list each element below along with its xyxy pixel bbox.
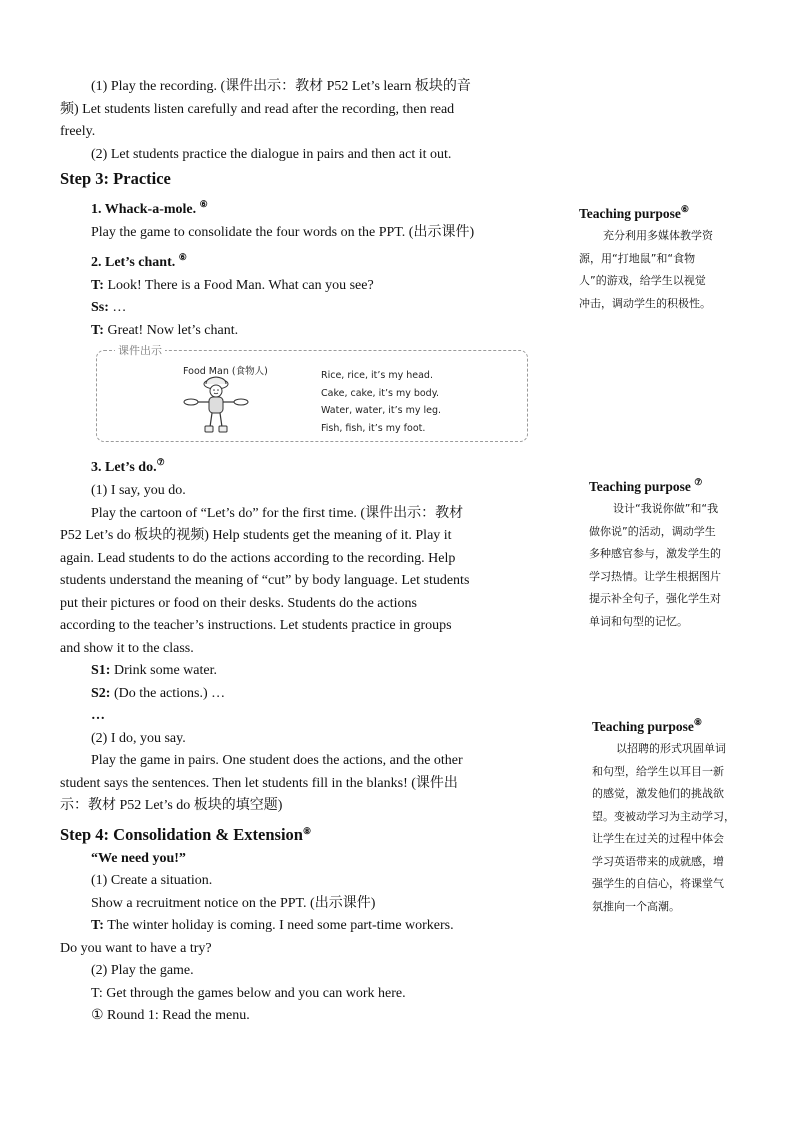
dialogue-line: T: Look! There is a Food Man. What can you see? (91, 277, 374, 293)
i-do-you-say: (2) I do, you say. (91, 730, 186, 746)
pair-game-line: student says the sentences. Then let students fill in the blanks! (课件出 (60, 775, 458, 791)
dialogue-line: Ss: … (91, 300, 127, 315)
speaker: S1: (91, 663, 111, 678)
recording-line-2: 频) Let students listen carefully and read after the recording, then read (60, 101, 455, 117)
note-line: 和句型，给学生以耳目一新 (592, 764, 724, 778)
chant-line: Fish, fish, it’s my foot. (321, 422, 426, 434)
note-line: 充分利用多媒体教学资 (603, 229, 713, 242)
dialogue-line: S1: Drink some water. (91, 663, 217, 678)
note-marker: ⑥ (178, 251, 187, 262)
we-need-you: “We need you!” (91, 850, 186, 866)
speaker: T: (91, 918, 104, 933)
note-line: 源，用“打地鼠”和“食物 (579, 251, 696, 265)
i-say-you-do: (1) I say, you do. (91, 483, 186, 498)
note-line: 做你说”的活动，调动学生 (589, 524, 716, 538)
whack-a-mole-title: 1. Whack-a-mole. ⑥ (91, 199, 208, 217)
lets-chant-title: 2. Let’s chant. ⑥ (91, 251, 187, 270)
note-line: 学习英语带来的成就感，增 (592, 854, 724, 868)
dialogue-line: T: Great! Now let’s chant. (91, 322, 239, 338)
note-line: 多种感官参与，激发学生的 (589, 547, 721, 560)
dialogue-line: S2: (Do the actions.) … (91, 685, 226, 701)
dialogue-practice: (2) Let students practice the dialogue in pairs and then act it out. (91, 146, 452, 162)
chant-line: Rice, rice, it’s my head. (321, 370, 433, 381)
note-line: 人”的游戏，给学生以视觉 (579, 274, 706, 287)
note-line: 以招聘的形式巩固单词 (616, 742, 726, 755)
step3-heading: Step 3: Practice (60, 169, 171, 188)
note-line: 单词和句型的记忆。 (589, 614, 688, 628)
note-line: 学习热情。让学生根据图片 (589, 569, 721, 583)
note-title: Teaching purpose ⑦ (589, 477, 703, 494)
recording-line-1: (1) Play the recording. (课件出示：教材 P52 Let’s learn 板块的音 (91, 79, 471, 94)
get-through-line: T: Get through the games below and you can work here. (91, 985, 406, 1001)
courseware-box (96, 344, 528, 442)
note-line: 强学生的自信心，将课堂气 (592, 877, 724, 890)
step4-heading: Step 4: Consolidation & Extension⑧ (60, 824, 312, 844)
teaching-purpose-note-8 (592, 711, 766, 918)
lets-do-title: 3. Let’s do.⑦ (91, 457, 165, 475)
note-line: 提示补全句子，强化学生对 (589, 592, 721, 605)
note-line: 让学生在过关的过程中体会 (592, 832, 724, 845)
note-line: 的感觉，激发他们的挑战欲 (592, 787, 724, 800)
play-game: (2) Play the game. (91, 963, 194, 978)
create-situation: (1) Create a situation. (91, 873, 213, 888)
teaching-purpose-note-6 (579, 198, 765, 315)
recording-line-3: freely. (60, 124, 96, 139)
note-marker: ⑧ (693, 717, 702, 727)
note-line: 氛推向一个高潮。 (592, 899, 680, 913)
note-line: 设计“我说你做”和“我 (613, 502, 719, 515)
speaker: Ss: (91, 300, 109, 315)
lets-do-para-line: and show it to the class. (60, 640, 194, 656)
recruitment-notice: Show a recruitment notice on the PPT. (出示课件) (91, 895, 376, 911)
note-title: Teaching purpose⑧ (592, 717, 702, 734)
lets-do-para-line: according to the teacher’s instructions. Let students practice in groups (60, 618, 452, 633)
courseware-label: 课件出示 (115, 342, 165, 358)
note-marker: ⑦ (694, 477, 703, 487)
lets-do-para-line: Play the cartoon of “Let’s do” for the first time. (课件出示：教材 (91, 505, 464, 521)
lets-do-para-line: put their pictures or food on their desks. Students do the actions (60, 595, 417, 611)
speaker: S2: (91, 685, 111, 701)
speaker: T: (91, 322, 104, 338)
note-title: Teaching purpose⑥ (579, 204, 689, 221)
note-marker: ⑥ (680, 204, 689, 214)
lets-do-para-line: again. Lead students to do the actions according to the recording. Help (60, 550, 456, 566)
pair-game-line: 示：教材 P52 Let’s do 板块的填空题) (60, 798, 283, 813)
round-1: ① Round 1: Read the menu. (91, 1008, 250, 1023)
speaker: T: (91, 277, 104, 293)
lets-do-para-line: P52 Let’s do 板块的视频) Help students get the meaning of it. Play it (60, 528, 452, 543)
ellipsis-line: … (91, 708, 105, 723)
food-man-title: Food Man (食物人) (183, 366, 268, 377)
dialogue-line-cont: Do you want to have a try? (60, 940, 212, 956)
note-marker: ⑥ (199, 199, 208, 209)
chant-line: Cake, cake, it’s my body. (321, 387, 440, 399)
lets-do-para-line: students understand the meaning of “cut” by body language. Let students (60, 573, 470, 588)
note-line: 冲击，调动学生的积极性。 (579, 296, 711, 310)
chant-lines (321, 367, 441, 437)
whack-a-mole-text: Play the game to consolidate the four words on the PPT. (出示课件) (91, 225, 475, 240)
teaching-purpose-note-7 (589, 471, 765, 633)
food-man-illustration (181, 375, 251, 437)
main-column (60, 76, 530, 1028)
note-marker: ⑦ (156, 457, 165, 467)
chant-line: Water, water, it’s my leg. (321, 405, 442, 416)
pair-game-line: Play the game in pairs. One student does the actions, and the other (91, 753, 463, 768)
note-line: 望。变被动学习为主动学习， (592, 809, 735, 823)
dialogue-line: T: The winter holiday is coming. I need some part-time workers. (91, 918, 454, 933)
note-marker: ⑧ (302, 825, 312, 836)
